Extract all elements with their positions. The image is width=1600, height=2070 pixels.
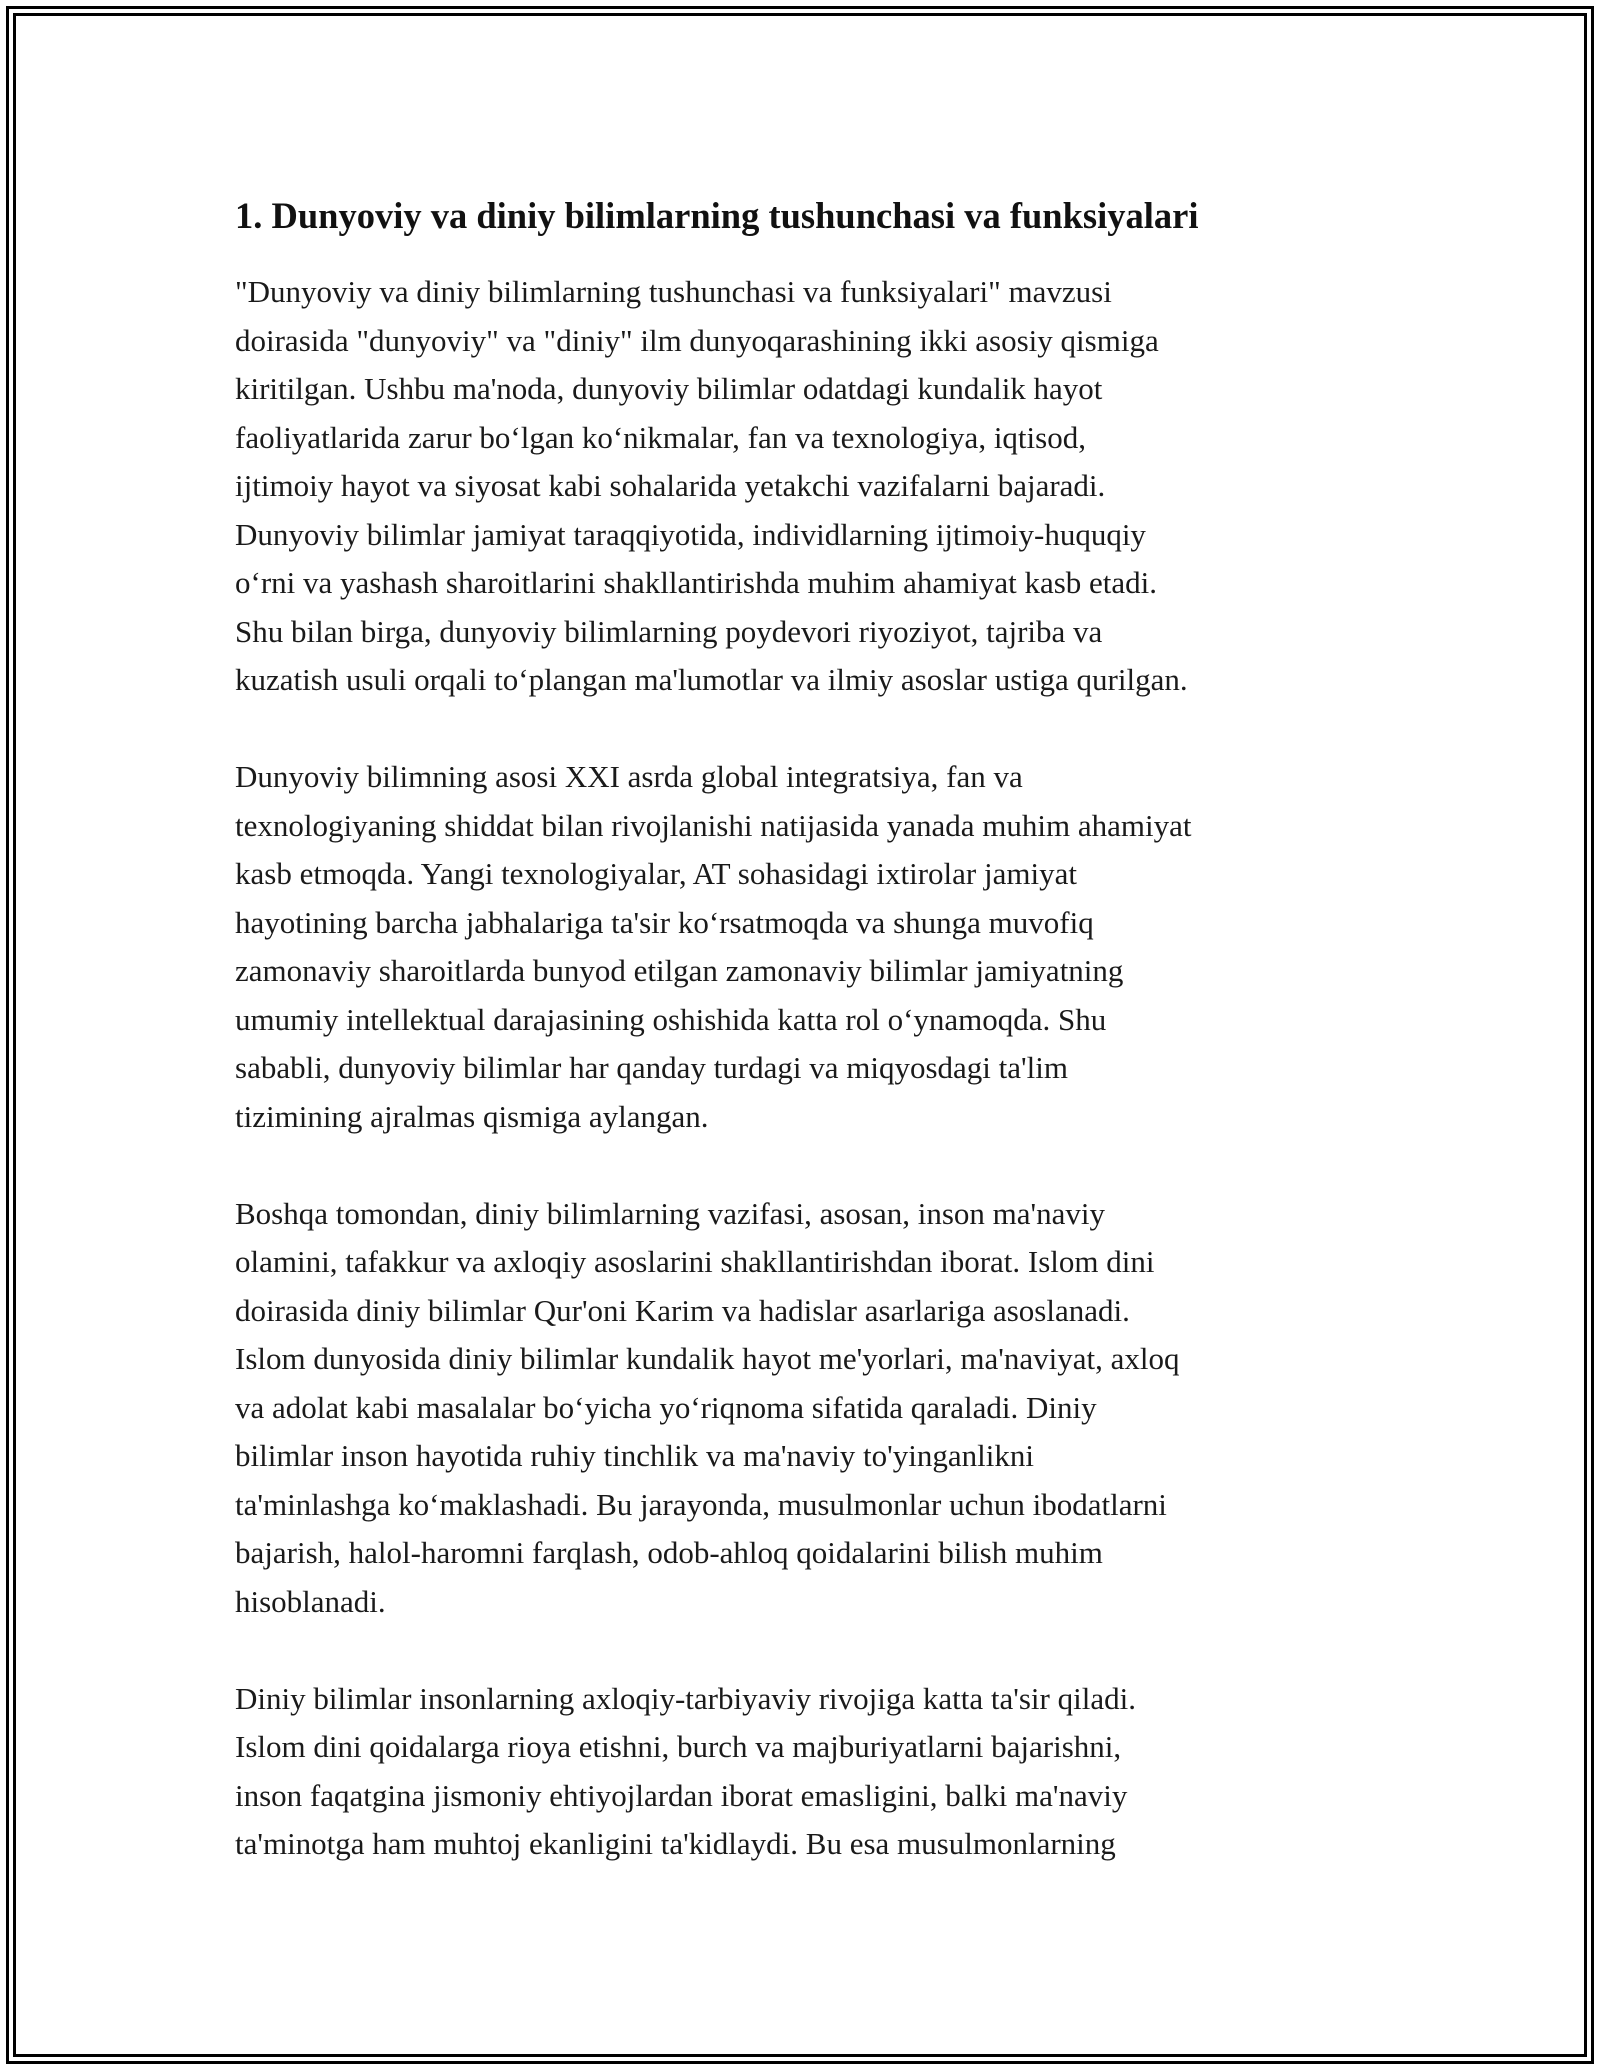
document-body: [235, 188, 1375, 1869]
text-line: kasb etmoqda. Yangi texnologiyalar, AT sohasidagi ixtirolar jamiyat: [235, 856, 1077, 891]
text-line: faoliyatlarida zarur bo‘lgan ko‘nikmalar, fan va texnologiya, iqtisod,: [235, 419, 1086, 455]
text-line: hisoblanadi.: [235, 1583, 386, 1619]
text-line: o‘rni va yashash sharoitlarini shakllantirishda muhim ahamiyat kasb etadi.: [235, 565, 1158, 600]
text-line: hayotining barcha jabhalariga ta'sir ko‘rsatmoqda va shunga muvofiq: [235, 904, 1094, 940]
text-line: tizimining ajralmas qismiga aylangan.: [235, 1098, 709, 1134]
text-line: texnologiyaning shiddat bilan rivojlanishi natijasida yanada muhim ahamiyat: [235, 807, 1192, 843]
text-line: sababli, dunyoviy bilimlar har qanday turdagi va miqyosdagi ta'lim: [235, 1050, 1068, 1085]
text-line: bajarish, halol-haromni farqlash, odob-ahloq qoidalarini bilish muhim: [235, 1535, 1103, 1570]
text-line: inson faqatgina jismoniy ehtiyojlardan iborat emasligini, balki ma'naviy: [235, 1777, 1128, 1813]
text-line: doirasida "dunyoviy" va "diniy" ilm dunyoqarashining ikki asosiy qismiga: [235, 322, 1159, 358]
paragraph-spacer: [235, 1626, 1375, 1675]
text-line: Shu bilan birga, dunyoviy bilimlarning poydevori riyoziyot, tajriba va: [235, 613, 1103, 649]
paragraph: [235, 753, 1375, 1141]
text-line: Dunyoviy bilimning asosi XXI asrda global integratsiya, fan va: [235, 759, 1023, 794]
text-line: va adolat kabi masalalar bo‘yicha yo‘riqnoma sifatida qaraladi. Diniy: [235, 1389, 1097, 1425]
text-line: ijtimoiy hayot va siyosat kabi sohalarida yetakchi vazifalarni bajaradi.: [235, 468, 1106, 503]
text-line: ta'minlashga ko‘maklashadi. Bu jarayonda, musulmonlar uchun ibodatlarni: [235, 1486, 1167, 1522]
text-line: Diniy bilimlar insonlarning axloqiy-tarbiyaviy rivojiga katta ta'sir qiladi.: [235, 1680, 1136, 1716]
text-line: "Dunyoviy va diniy bilimlarning tushunchasi va funksiyalari" mavzusi: [235, 274, 1112, 309]
text-line: kiritilgan. Ushbu ma'noda, dunyoviy bilimlar odatdagi kundalik hayot: [235, 371, 1103, 406]
text-line: Islom dunyosida diniy bilimlar kundalik hayot me'yorlari, ma'naviyat, axloq: [235, 1341, 1180, 1376]
text-line: umumiy intellektual darajasining oshishida katta rol o‘ynamoqda. Shu: [235, 1001, 1107, 1037]
text-line: ta'minotga ham muhtoj ekanligini ta'kidlaydi. Bu esa musulmonlarning: [235, 1826, 1116, 1861]
paragraph-spacer: [235, 705, 1375, 754]
paragraph: [235, 268, 1375, 705]
paragraph: [235, 1675, 1375, 1869]
text-line: doirasida diniy bilimlar Qur'oni Karim va hadislar asarlariga asoslanadi.: [235, 1292, 1130, 1328]
paragraph: [235, 1190, 1375, 1627]
text-line: Islom dini qoidalarga rioya etishni, burch va majburiyatlarni bajarishni,: [235, 1729, 1122, 1764]
text-line: zamonaviy sharoitlarda bunyod etilgan zamonaviy bilimlar jamiyatning: [235, 953, 1124, 988]
text-line: kuzatish usuli orqali to‘plangan ma'lumotlar va ilmiy asoslar ustiga qurilgan.: [235, 662, 1188, 697]
text-line: olamini, tafakkur va axloqiy asoslarini shakllantirishdan iborat. Islom dini: [235, 1244, 1155, 1279]
text-line: Boshqa tomondan, diniy bilimlarning vazifasi, asosan, inson ma'naviy: [235, 1195, 1106, 1231]
text-line: bilimlar inson hayotida ruhiy tinchlik va ma'naviy to'yinganlikni: [235, 1438, 1034, 1473]
section-heading: 1. Dunyoviy va diniy bilimlarning tushunchasi va funksiyalari: [235, 195, 1199, 236]
paragraph-spacer: [235, 1141, 1375, 1190]
text-line: Dunyoviy bilimlar jamiyat taraqqiyotida, individlarning ijtimoiy-huquqiy: [235, 516, 1146, 552]
